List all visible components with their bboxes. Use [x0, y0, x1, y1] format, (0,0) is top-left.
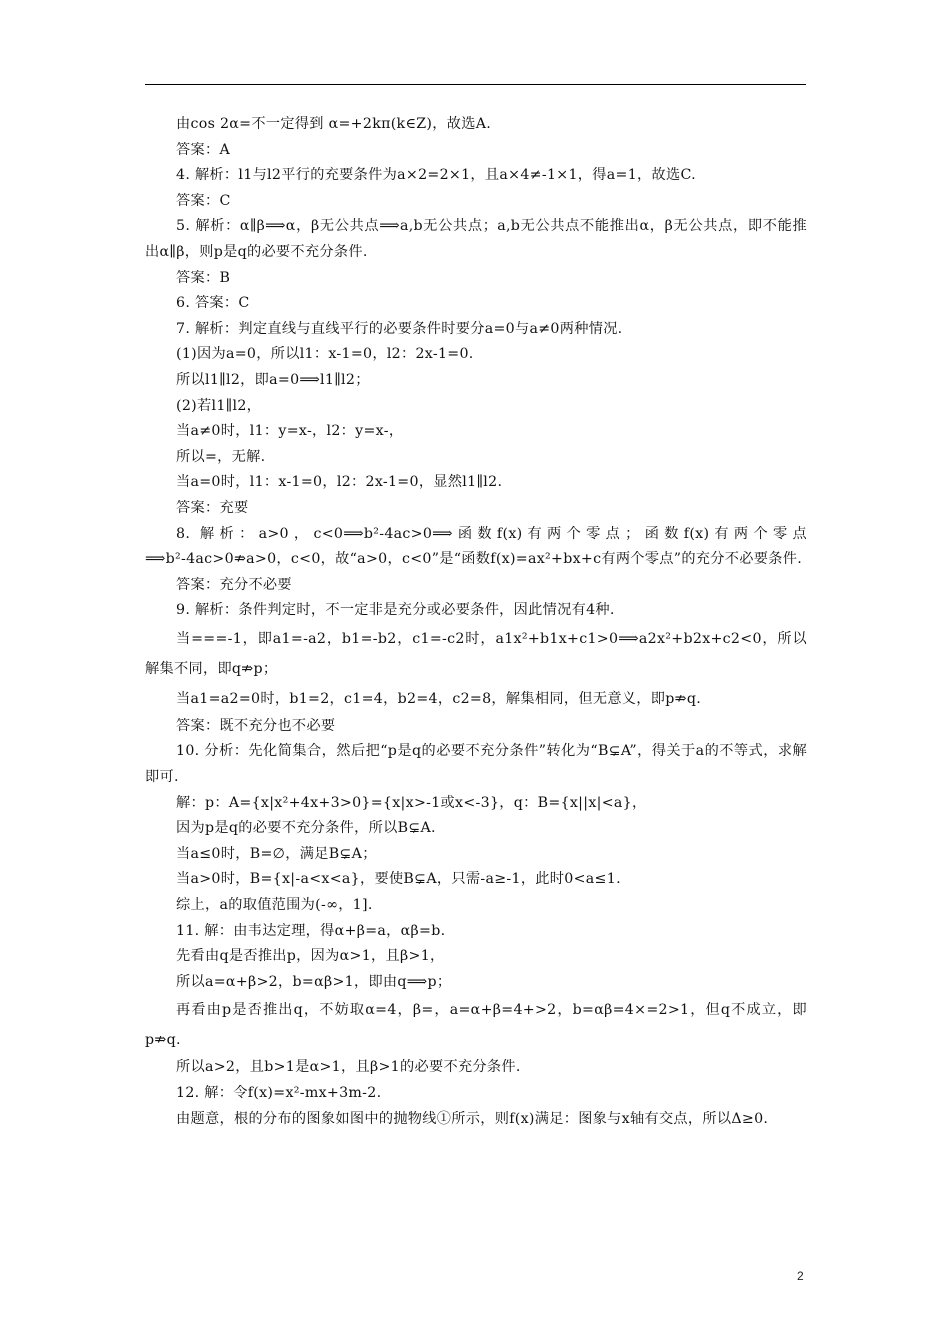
text-line: 当a=0时，l1：x-1=0，l2：2x-1=0，显然l1∥l2. — [176, 474, 503, 491]
text-line: 所以l1∥l2，即a=0⟹l1∥l2； — [176, 371, 370, 388]
text-line: 6. 答案：C — [176, 295, 250, 312]
text-line: 所以a>2，且b>1是α>1，且β>1的必要不充分条件. — [176, 1059, 521, 1076]
text-line: 当a≠0时，l1：y=x-，l2：y=x-， — [176, 423, 404, 440]
text-line: 4. 解析：l1与l2平行的充要条件为a×2=2×1，且a×4≠-1×1，得a=1，故选C. — [176, 167, 696, 184]
text-line: 当===-1，即a1=-a2，b1=-b2，c1=-c2时，a1x²+b1x+c1>0⟹a2x²+b2x+c2<0，所以解集不同，即q⇏p； — [145, 630, 807, 677]
text-line: 当a>0时，B={x|-a<x<a}，要使B⊊A，只需-a≥-1，此时0<a≤1. — [176, 871, 621, 888]
text-line: 答案：充分不必要 — [176, 576, 292, 593]
text-line: (2)若l1∥l2， — [176, 397, 262, 414]
text-line: 10. 分析：先化简集合，然后把“p是q的必要不充分条件”转化为“B⊊A”，得关于a的不等式，求解即可. — [145, 743, 807, 786]
text-line: 因为p是q的必要不充分条件，所以B⊊A. — [176, 820, 436, 837]
text-line: 答案：充要 — [176, 499, 249, 516]
text-line: 由cos 2α=不一定得到 α=+2kπ(k∈Z)，故选A. — [176, 116, 492, 132]
text-line: 9. 解析：条件判定时，不一定非是充分或必要条件，因此情况有4种. — [176, 602, 615, 619]
text-line: 5. 解析：α∥β⟹α，β无公共点⟹a,b无公共点；a,b无公共点不能推出α，β无公共点，即不能推出α∥β，则p是q的必要不充分条件. — [145, 218, 807, 260]
text-line: 当a1=a2=0时，b1=2，c1=4，b2=4，c2=8，解集相同，但无意义，即p⇏q. — [176, 690, 702, 707]
text-line: 12. 解：令f(x)=x²-mx+3m-2. — [176, 1085, 382, 1101]
text-line: 答案：C — [176, 192, 231, 209]
text-line: 综上，a的取值范围为(-∞，1]. — [176, 897, 373, 914]
text-line: 答案：B — [176, 269, 231, 286]
text-line: 答案：A — [176, 141, 231, 158]
text-line: 当a≤0时，B=∅，满足B⊊A； — [176, 845, 377, 862]
page-number: 2 — [797, 1269, 804, 1283]
text-line: 所以=，无解. — [176, 448, 266, 465]
text-line: 7. 解析：判定直线与直线平行的必要条件时要分a=0与a≠0两种情况. — [176, 320, 623, 337]
text-line: 11. 解：由韦达定理，得α+β=a，αβ=b. — [176, 922, 446, 939]
text-line: 8. 解析：a>0，c<0⟹b²-4ac>0⟹函数f(x)有两个零点；函数f(x)有两个零点⟹b²-4ac>0⇏a>0，c<0，故“a>0，c<0”是“函数f(x)=ax²+bx+c有两个零点”的充分不必要条件. — [145, 525, 807, 568]
text-line: 再看由p是否推出q，不妨取α=4，β=，a=α+β=4+>2，b=αβ=4×=2>1，但q不成立，即p⇏q. — [145, 1002, 807, 1049]
text-line: 所以a=α+β>2，b=αβ>1，即由q⟹p； — [176, 973, 452, 990]
text-line: (1)因为a=0，所以l1：x-1=0，l2：2x-1=0. — [176, 346, 474, 363]
text-line: 由题意，根的分布的图象如图中的抛物线①所示，则f(x)满足：图象与x轴有交点，所以Δ≥0. — [176, 1110, 769, 1127]
text-line: 答案：既不充分也不必要 — [176, 717, 336, 734]
text-line: 解：p：A={x|x²+4x+3>0}={x|x>-1或x<-3}，q：B={x||x|<a}， — [176, 794, 647, 811]
solution-text — [145, 112, 807, 1132]
header-rule — [145, 84, 806, 85]
text-line: 先看由q是否推出p，因为α>1，且β>1， — [176, 948, 445, 965]
